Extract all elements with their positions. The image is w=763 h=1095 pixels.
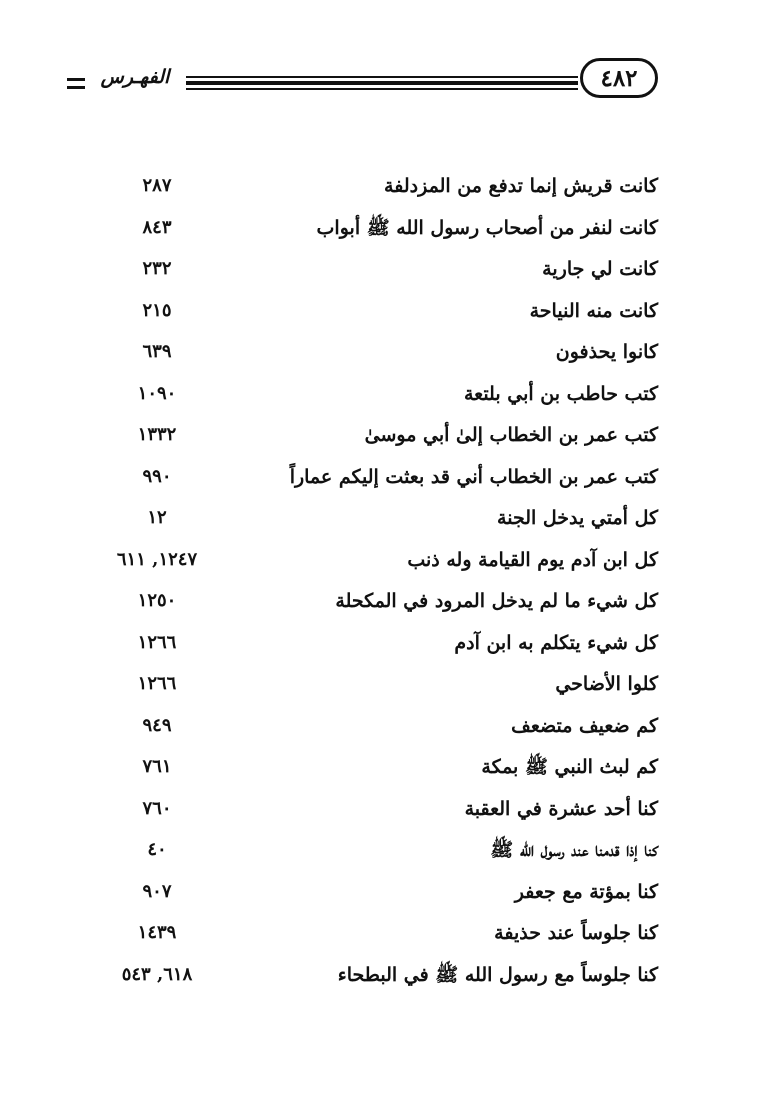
index-entry — [0, 954, 763, 996]
header-ornament-bottom — [67, 86, 85, 89]
entry-pages: ٩٠٧ — [142, 880, 172, 902]
entry-pages: ٦٣٩ — [142, 341, 172, 362]
entry-pages: ٢١٥ — [142, 299, 172, 321]
index-entry — [0, 539, 763, 581]
index-entry — [0, 829, 763, 871]
page-header — [0, 0, 763, 120]
entry-pages: ٨٤٣ — [142, 216, 172, 238]
entry-pages: ٧٦١ — [142, 756, 172, 777]
entry-pages: ١٣٣٢ — [137, 424, 177, 445]
entry-pages: ١٢٥٠ — [137, 590, 177, 611]
entry-pages: ١٢ — [147, 507, 167, 528]
index-entry — [0, 746, 763, 788]
entry-text: كانت لي جارية — [542, 258, 658, 280]
index-entry — [0, 705, 763, 747]
entry-text: كل شيء ما لم يدخل المرود في المكحلة — [335, 590, 658, 612]
entry-text: كم ضعيف متضعف — [511, 714, 658, 737]
index-entry — [0, 290, 763, 332]
header-ornament-top — [67, 78, 85, 81]
index-entry — [0, 331, 763, 373]
entry-pages: ١٢٦٦ — [137, 631, 177, 653]
entry-text: كتب عمر بن الخطاب أني قد بعثت إليكم عماراً — [289, 465, 658, 488]
entry-text: كنا جلوساً عند حذيفة — [494, 922, 658, 944]
entry-pages: ٢٣٢ — [142, 258, 172, 279]
entry-text: كانت قريش إنما تدفع من المزدلفة — [384, 175, 658, 197]
header-rule-bottom — [186, 88, 578, 90]
index-entry — [0, 580, 763, 622]
entry-text: كانوا يحذفون — [555, 341, 658, 363]
index-entry — [0, 373, 763, 415]
entry-text: كنا إذا قدمنا عند رسول الله ﷺ — [490, 839, 658, 861]
entry-pages: ٩٤٩ — [142, 714, 172, 736]
entry-pages: ١٢٤٧, ٦١١ — [116, 548, 198, 570]
entry-text: كنا بمؤتة مع جعفر — [514, 880, 658, 903]
entry-pages: ١٢٦٦ — [137, 673, 177, 694]
entry-pages: ٤٠ — [147, 839, 167, 860]
index-entry — [0, 165, 763, 207]
entry-pages: ١٠٩٠ — [137, 382, 177, 404]
entry-text: كل أمتي يدخل الجنة — [497, 507, 658, 529]
header-rule-middle — [186, 81, 578, 85]
index-entry — [0, 622, 763, 664]
header-rule-top — [186, 76, 578, 78]
entry-text: كل شيء يتكلم به ابن آدم — [454, 631, 658, 654]
entry-text: كنا أحد عشرة في العقبة — [464, 797, 658, 820]
index-entry — [0, 456, 763, 498]
page-number: ٤٨٢ — [580, 58, 658, 98]
index-entry — [0, 871, 763, 913]
entry-text: كنا جلوساً مع رسول الله ﷺ في البطحاء — [337, 963, 658, 986]
entry-text: كلوا الأضاحي — [555, 673, 658, 695]
index-entry — [0, 663, 763, 705]
entry-pages: ١٤٣٩ — [137, 922, 177, 943]
index-entry — [0, 497, 763, 539]
entry-text: كانت منه النياحة — [529, 299, 658, 322]
index-entry — [0, 414, 763, 456]
entry-text: كل ابن آدم يوم القيامة وله ذنب — [407, 548, 658, 571]
entry-pages: ٦١٨, ٥٤٣ — [121, 963, 193, 985]
section-title: الفهـرس — [100, 66, 170, 88]
entry-pages: ٢٨٧ — [142, 175, 172, 196]
index-entry — [0, 912, 763, 954]
index-entry — [0, 248, 763, 290]
entry-pages: ٩٩٠ — [142, 465, 172, 487]
entry-pages: ٧٦٠ — [142, 797, 172, 819]
entry-text: كتب عمر بن الخطاب إلىٰ أبي موسىٰ — [364, 424, 658, 446]
index-entry — [0, 207, 763, 249]
entry-text: كم لبث النبي ﷺ بمكة — [481, 756, 658, 778]
entry-text: كانت لنفر من أصحاب رسول الله ﷺ أبواب — [316, 216, 658, 239]
index-entry — [0, 788, 763, 830]
entry-text: كتب حاطب بن أبي بلتعة — [463, 382, 658, 405]
